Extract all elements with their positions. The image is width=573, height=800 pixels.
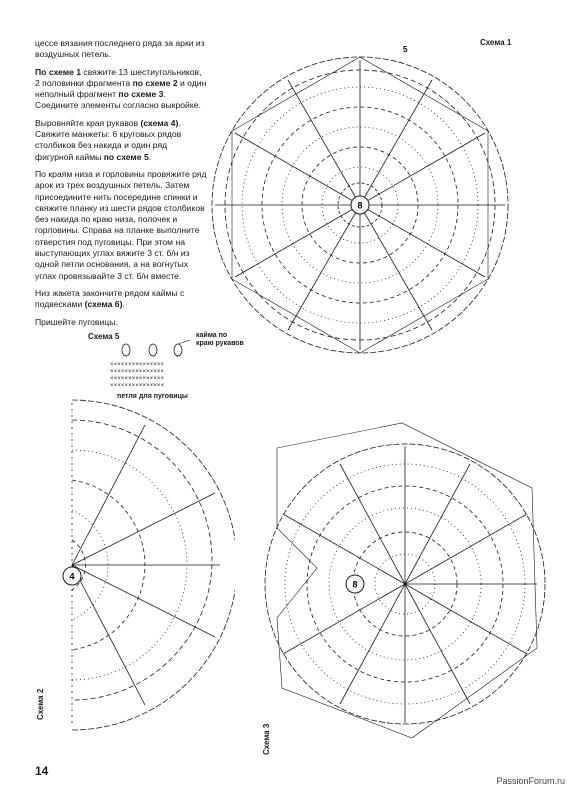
- scheme1-label: Схема 1: [480, 38, 512, 47]
- scheme1-hexagon-chart: [200, 40, 520, 370]
- svg-text:×××××××××××××××: ×××××××××××××××: [110, 368, 165, 375]
- svg-text:×××××××××××××××: ×××××××××××××××: [110, 382, 165, 389]
- scheme2-half-chart: [35, 395, 235, 745]
- instructions-text: [35, 38, 207, 334]
- edge-note: кайма по краю рукавов: [196, 332, 244, 347]
- scheme1-row-number: 5: [403, 45, 408, 54]
- svg-text:×××××××××××××××: ×××××××××××××××: [110, 375, 165, 382]
- svg-text:×××××××××××××××: ×××××××××××××××: [110, 361, 165, 368]
- scheme5-edging-chart: [108, 340, 203, 390]
- scheme1-center-count: 8: [357, 200, 363, 211]
- paragraph-continuation: цессе вязания последнего ряда за арки из воздушных петель.: [35, 38, 205, 60]
- watermark: PassionForum.ru: [496, 776, 565, 786]
- paragraph-edging: По краям низа и горловины провяжите ряд арок из трех воздушных петель. Затем присоедините нить посередине спинки и свяжите планку из шести рядов столбиков без накида по краю низа, полочек и горловины. Справа на планке выполните отверстия под пуговицы. При этом на выступающих углах вяжите 3 ст. б/н из одной петли основания, а на вогнутых углах провязывайте 3 ст. б/н вместе.: [35, 168, 207, 281]
- scheme2-center-count: 4: [69, 571, 75, 582]
- scheme2-label: Схема 2: [36, 688, 45, 720]
- scheme5-label: Схема 5: [88, 332, 120, 341]
- paragraph-bottom: Низ жакета закончите рядом каймы с подвесками (схема 6).: [35, 287, 185, 310]
- scheme3-center-count: 8: [352, 579, 358, 590]
- scheme3-label: Схема 3: [262, 723, 271, 755]
- paragraph-sleeves: Выровняйте края рукавов (схема 4). Свяжите манжеты: 6 круговых рядов столбиков без накида и один ряд фигурной каймы по схеме 5.: [35, 117, 182, 162]
- scheme3-partial-chart: [262, 418, 547, 753]
- paragraph-assembly: По схеме 1 свяжите 13 шестиугольников, 2 половинки фрагмента по схеме 2 и один неполный фрагмент по схеме 3. Соедините элементы согласно выкройке.: [35, 66, 207, 111]
- button-loop-label: петля для пуговицы: [117, 393, 188, 400]
- paragraph-buttons: Пришейте пуговицы.: [35, 316, 118, 327]
- page-number: 14: [35, 764, 49, 778]
